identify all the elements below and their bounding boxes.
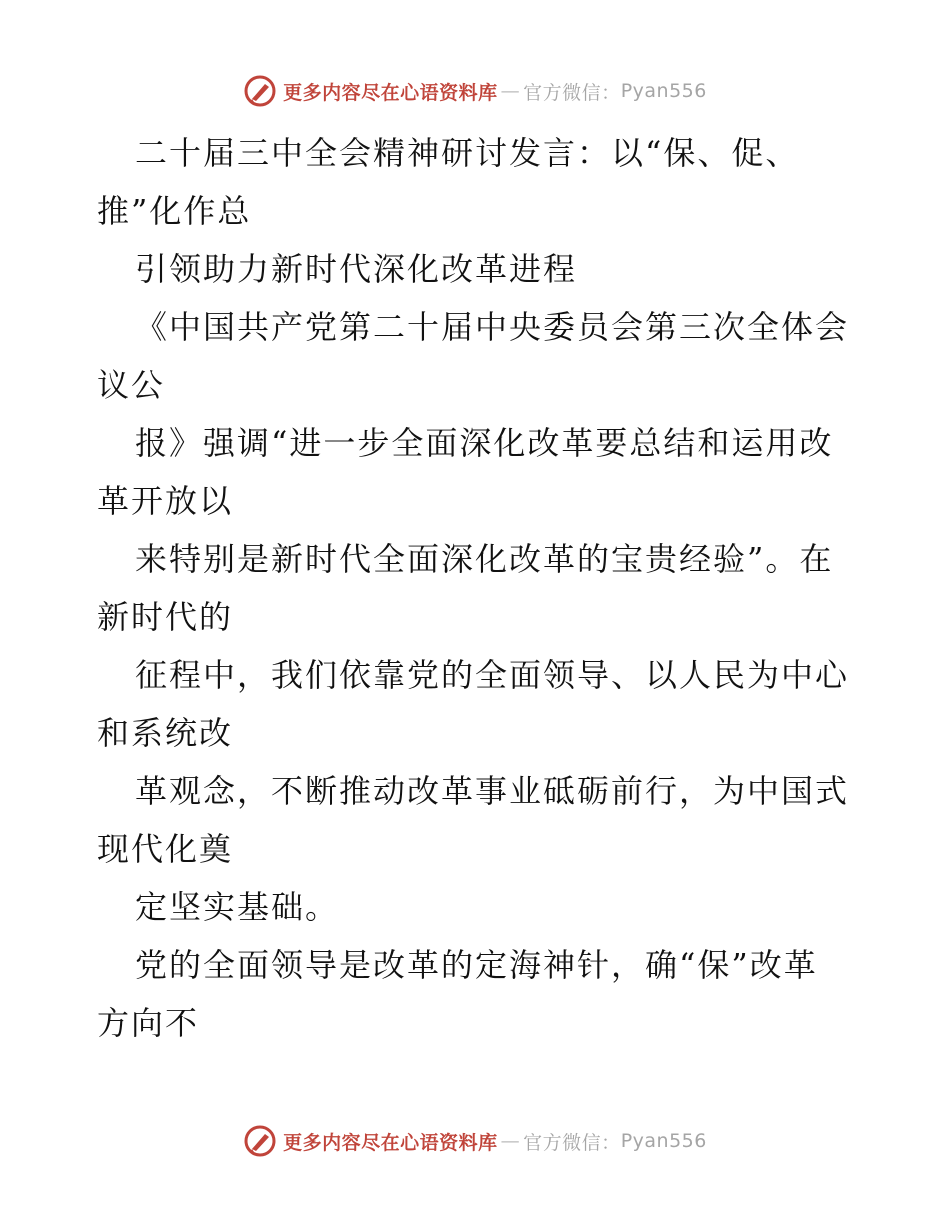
pen-in-circle-icon — [243, 1124, 277, 1158]
text-line: 报》强调“进一步全面深化改革要总结和运用改 — [135, 424, 834, 462]
banner-title: 更多内容尽在心语资料库 — [283, 81, 498, 104]
text-line: 来特别是新时代全面深化改革的宝贵经验”。在 — [135, 540, 834, 578]
text-line: 引领助力新时代深化改革进程 — [135, 250, 578, 288]
banner-dash: — — [500, 1130, 521, 1152]
banner-title: 更多内容尽在心语资料库 — [283, 1131, 498, 1154]
text-line: 推”化作总 — [97, 192, 252, 230]
footer-banner — [0, 1121, 950, 1161]
banner-wechat-label: 官方微信： — [523, 81, 621, 104]
text-line: 和系统改 — [97, 714, 234, 752]
text-line: 现代化奠 — [97, 830, 234, 868]
document-body — [97, 124, 857, 1052]
banner-wechat-id: Pyan556 — [620, 1130, 707, 1152]
header-banner — [0, 71, 950, 111]
text-line: 新时代的 — [97, 598, 234, 636]
banner-wechat-label: 官方微信： — [523, 1131, 621, 1154]
banner-dash: — — [500, 80, 521, 102]
text-line: 定坚实基础。 — [135, 888, 340, 926]
text-line: 议公 — [97, 366, 166, 404]
text-line: 方向不 — [97, 1004, 200, 1042]
text-line: 革观念，不断推动改革事业砥砺前行，为中国式 — [135, 772, 850, 810]
pen-in-circle-icon — [243, 74, 277, 108]
text-line: 征程中，我们依靠党的全面领导、以人民为中心 — [135, 656, 850, 694]
banner-wechat-id: Pyan556 — [620, 80, 707, 102]
text-line: 革开放以 — [97, 482, 234, 520]
text-line: 党的全面领导是改革的定海神针，确“保”改革 — [135, 946, 818, 984]
text-line: 《中国共产党第二十届中央委员会第三次全体会 — [135, 308, 850, 346]
text-line: 二十届三中全会精神研讨发言：以“保、促、 — [135, 134, 800, 172]
